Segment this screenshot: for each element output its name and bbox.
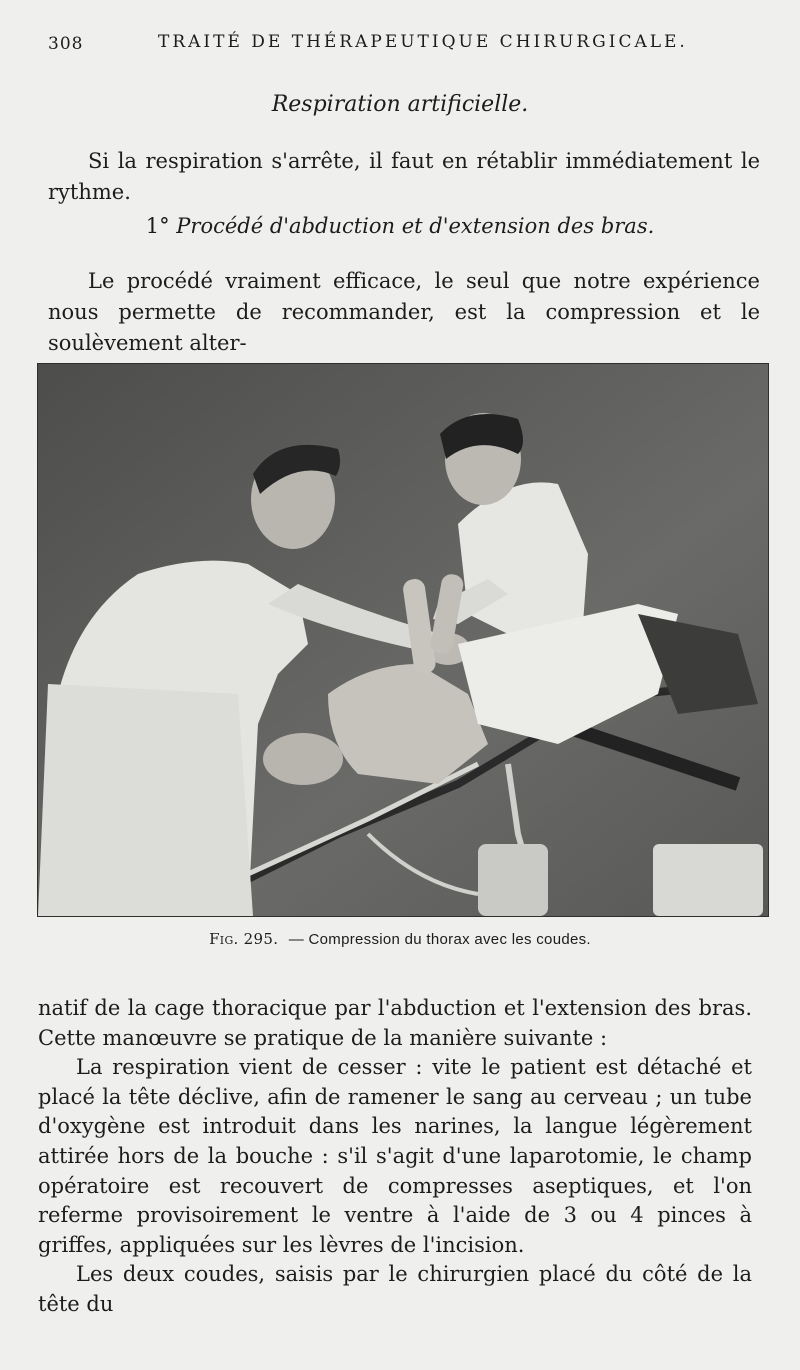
running-head (48, 28, 760, 56)
body-paragraph: natif de la cage thoracique par l'abduction et l'extension des bras. Cette manœuvre se pratique de la manière suivante : (38, 996, 752, 1050)
figure-caption-text: — Compression du thorax avec les coudes. (288, 931, 591, 948)
running-title: TRAITÉ DE THÉRAPEUTIQUE CHIRURGICALE. (158, 32, 688, 52)
body-text (38, 994, 752, 1320)
photograph-illustration (38, 364, 768, 916)
page-number: 308 (48, 34, 84, 54)
paragraph-before-figure: Le procédé vraiment efficace, le seul que notre expérience nous permette de recommander, est la compression et le soulèvement alter- (48, 269, 760, 355)
basin-shape (653, 844, 763, 916)
figure-label: Fig. 295. (209, 930, 279, 948)
section-title: Respiration artificielle. (271, 92, 529, 117)
body-paragraph: Les deux coudes, saisis par le chirurgien placé du côté de la tête du (38, 1262, 752, 1316)
body-paragraph: La respiration vient de cesser : vite le patient est détaché et placé la tête déclive, afin de ramener le sang au cerveau ; un tube d'oxygène est introduit dans les narines, la langue légèrement attirée hors de la bouche : s'il s'agit d'une laparotomie, le champ opératoire est recouvert de compresses aseptiques, et l'on referme provisoirement le ventre à l'aide de 3 ou 4 pinces à griffes, appliquées sur les lèvres de l'incision. (38, 1055, 752, 1257)
chair-base-shape (478, 844, 548, 916)
subsection-title (0, 214, 800, 238)
figure-photograph (37, 363, 769, 917)
intro-paragraph: Si la respiration s'arrête, il faut en rétablir immédiatement le rythme. (48, 149, 760, 204)
subsection-label: Procédé d'abduction et d'extension des bras. (176, 214, 655, 238)
subsection-number: 1° (145, 214, 170, 238)
figure-caption (0, 930, 800, 948)
